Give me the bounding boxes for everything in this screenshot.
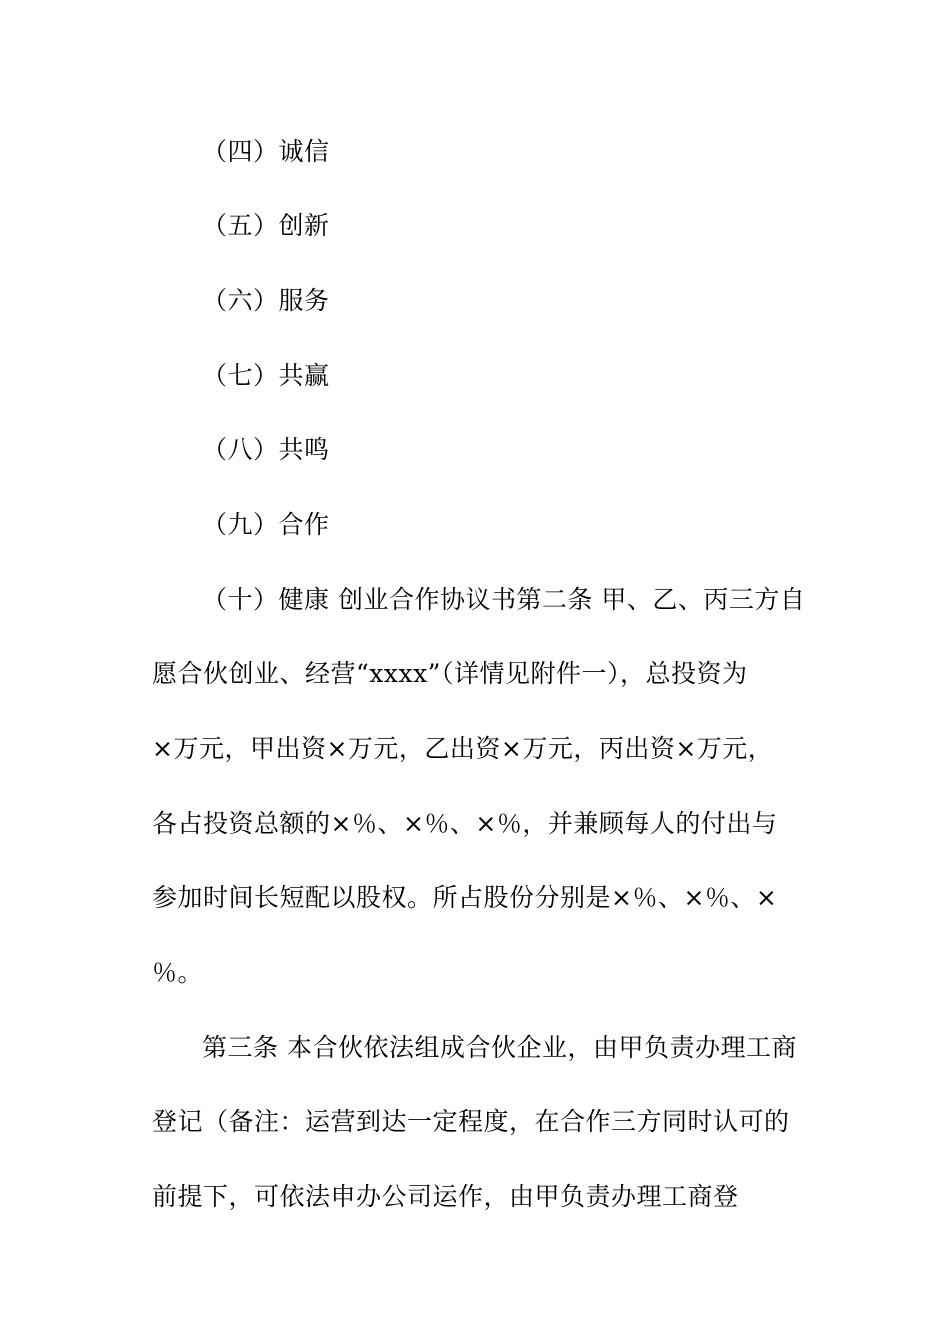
paragraph-line: 前提下，可依法申办公司运作，由甲负责办理工商登 [152,1182,739,1211]
paragraph-line: ×万元，甲出资×万元，乙出资×万元，丙出资×万元， [152,734,774,763]
paragraph-line: 登记（备注：运营到达一定程度，在合作三方同时认可的 [152,1107,790,1136]
list-item-four: （四）诚信 [202,137,330,166]
list-item-eight: （八）共鸣 [202,435,330,464]
paragraph-line: 第三条 本合伙依法组成合伙企业，由甲负责办理工商 [202,1033,797,1062]
paragraph-line: 各占投资总额的×％、×％、×％，并兼顾每人的付出与 [152,809,778,838]
list-item-six: （六）服务 [202,286,330,315]
list-item-nine: （九）合作 [202,510,330,539]
paragraph-line: ％。 [152,958,204,987]
paragraph-line: 参加时间长短配以股权。所占股份分别是×％、×％、× [152,883,778,912]
list-item-seven: （七）共赢 [202,361,330,390]
paragraph-line: 愿合伙创业、经营“xxxx”（详情见附件一），总投资为 [152,659,748,688]
list-item-five: （五）创新 [202,211,330,240]
paragraph-line: （十）健康 创业合作协议书第二条 甲、乙、丙三方自 [202,585,806,614]
